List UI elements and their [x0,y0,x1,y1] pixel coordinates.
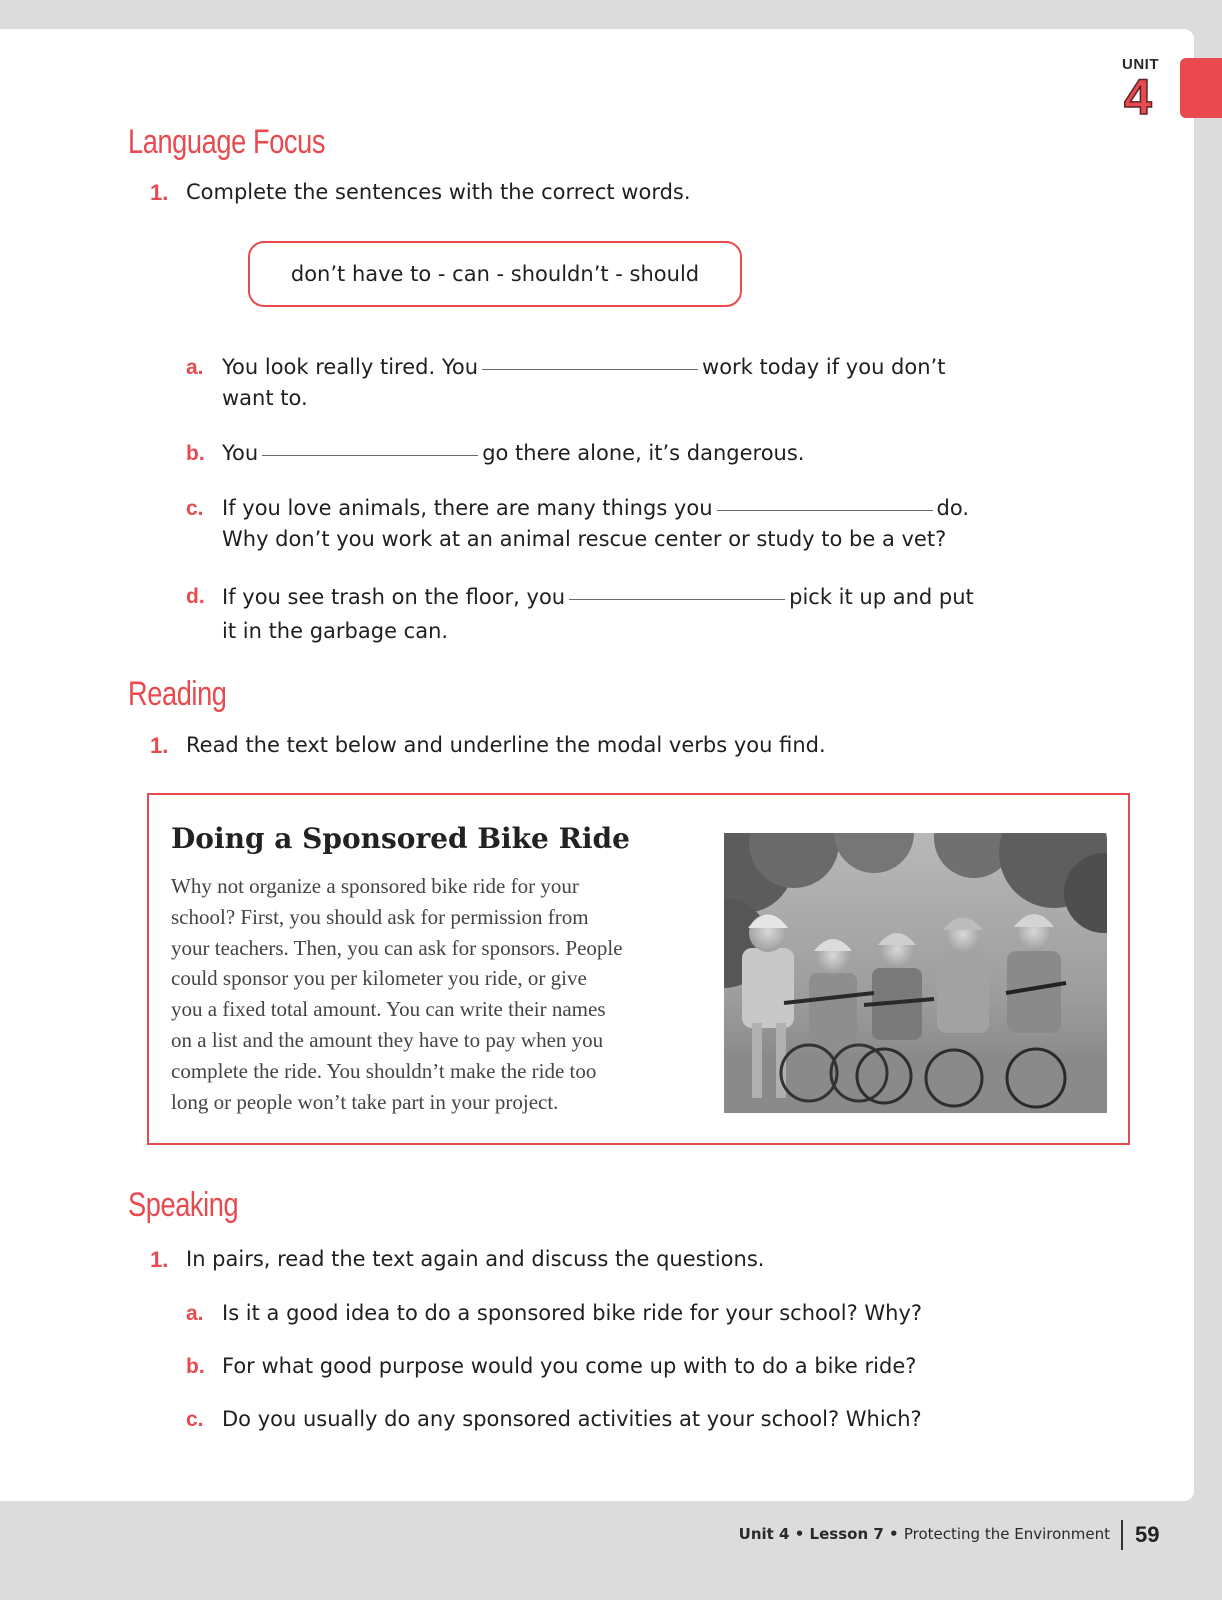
article-title: Doing a Sponsored Bike Ride [171,822,630,855]
answer-blank[interactable] [717,507,933,511]
article-line: could sponsor you per kilometer you ride, or give [171,966,587,991]
item-letter: b. [186,442,205,465]
item-text: If you see trash on the floor, you [222,585,566,609]
exercise-item-b [186,438,1056,469]
article-text [171,871,711,1117]
item-text: do. [936,496,970,520]
language-focus-question-number: 1. [150,180,169,205]
unit-label: UNIT [1122,56,1159,73]
item-text: it in the garbage can. [222,619,449,643]
exercise-item-d [186,580,1056,648]
kids-bikes-photo [724,833,1107,1113]
item-text: You look really tired. You [222,355,479,379]
reading-question-number: 1. [150,733,169,758]
exercise-item-c [186,493,1056,555]
unit-number: 4 [1124,69,1152,125]
discussion-item-b [186,1351,1056,1382]
article-line: your teachers. Then, you can ask for sponsors. People [171,935,623,960]
item-text: For what good purpose would you come up with to do a bike ride? [222,1354,917,1378]
answer-blank[interactable] [482,366,698,370]
word-box: don’t have to - can - shouldn’t - should [248,241,742,307]
reading-instruction: Read the text below and underline the modal verbs you find. [186,733,826,757]
article-line: complete the ride. You shouldn’t make the ride too [171,1058,597,1083]
unit-tab [1180,58,1222,118]
discussion-item-c [186,1404,1056,1435]
item-text: work today if you don’t [702,355,946,379]
footer-divider [1121,1520,1123,1550]
footer-unit: Unit 4 [738,1525,790,1543]
item-letter: c. [186,1408,204,1431]
article-line: school? First, you should ask for permission from [171,904,589,929]
page-number: 59 [1135,1522,1160,1547]
discussion-item-a [186,1298,1056,1329]
item-letter: c. [186,497,204,520]
footer-lesson-info: Unit 4 • Lesson 7 • Protecting the Environment [738,1525,1110,1543]
article-line: Why not organize a sponsored bike ride for your [171,874,579,898]
speaking-title: Speaking [128,1186,239,1224]
item-letter: a. [186,356,204,379]
footer-topic: Protecting the Environment [903,1525,1110,1543]
item-letter: b. [186,1355,205,1378]
speaking-question-number: 1. [150,1247,169,1272]
article-line: on a list and the amount they have to pay when you [171,1027,604,1052]
speaking-instruction: In pairs, read the text again and discuss the questions. [186,1247,765,1271]
item-text: You [222,441,259,465]
item-text: want to. [222,386,308,410]
item-text: Why don’t you work at an animal rescue center or study to be a vet? [222,527,947,551]
answer-blank[interactable] [262,452,478,456]
item-text: go there alone, it’s dangerous. [482,441,805,465]
reading-title: Reading [128,675,227,713]
item-letter: a. [186,1302,204,1325]
footer-lesson: Lesson 7 [809,1525,884,1543]
item-text: Do you usually do any sponsored activities at your school? Which? [222,1407,922,1431]
answer-blank[interactable] [569,596,785,600]
article-line: long or people won’t take part in your project. [171,1089,559,1114]
item-letter: d. [186,585,205,608]
article-line: you a fixed total amount. You can write their names [171,997,606,1022]
language-focus-title: Language Focus [128,123,326,161]
item-text: Is it a good idea to do a sponsored bike ride for your school? Why? [222,1301,923,1325]
exercise-item-a [186,352,1056,414]
item-text: pick it up and put [789,585,974,609]
item-text: If you love animals, there are many things you [222,496,713,520]
language-focus-instruction: Complete the sentences with the correct words. [186,180,691,204]
